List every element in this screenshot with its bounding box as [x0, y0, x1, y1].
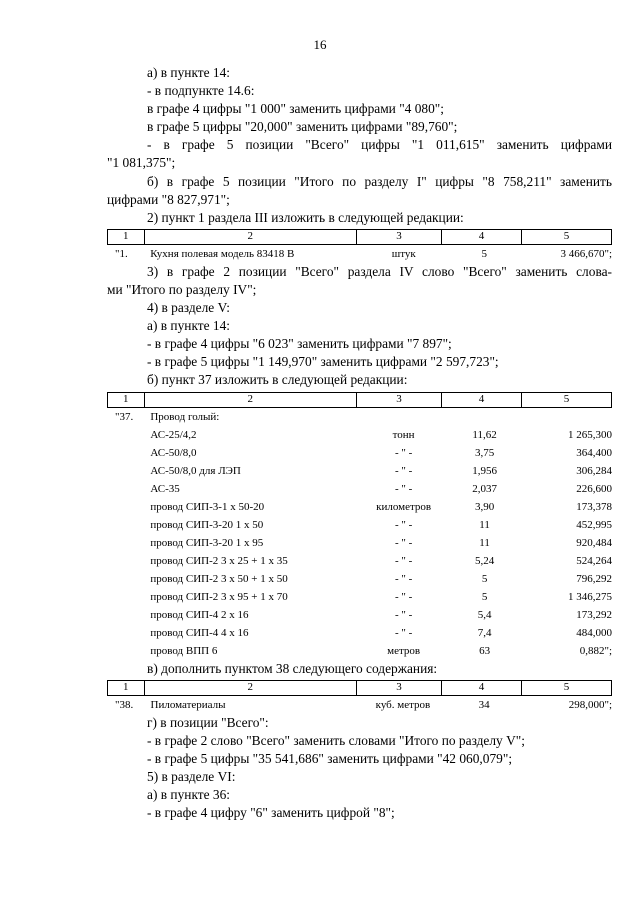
item-name: провод СИП-3-1 х 50-20	[150, 500, 265, 513]
page-number: 16	[313, 37, 327, 52]
table-row	[107, 552, 612, 570]
item-number	[107, 462, 150, 480]
table-row	[107, 570, 612, 588]
item-unit: - " -	[394, 572, 413, 585]
item-unit: - " -	[394, 590, 413, 603]
column-number: 5	[522, 680, 612, 695]
table-row	[107, 696, 612, 714]
item-quantity: 34	[478, 698, 490, 711]
item-unit: - " -	[394, 446, 413, 459]
item-sum: 298,000";	[568, 698, 612, 711]
item-sum: 0,882";	[579, 644, 612, 657]
column-number: 1	[108, 680, 145, 695]
table-row	[107, 606, 612, 624]
item-quantity: 11,62	[472, 428, 497, 441]
column-number: 1	[108, 229, 145, 244]
item-sum: 920,484	[576, 536, 612, 549]
table-body-3	[107, 696, 612, 714]
column-number: 1	[108, 392, 145, 407]
item-sum: 226,600	[576, 482, 612, 495]
item-quantity: 3,75	[474, 446, 495, 459]
item-unit: километров	[376, 500, 432, 513]
text-line: в графе 4 цифры "1 000" заменить цифрами "4 080";	[147, 101, 444, 117]
column-number: 5	[522, 392, 612, 407]
item-quantity: 5	[481, 572, 488, 585]
item-number	[107, 606, 150, 624]
item-unit: - " -	[394, 482, 413, 495]
item-sum: 3 466,670";	[560, 247, 612, 260]
table-row	[107, 534, 612, 552]
item-name: АС-25/4,2	[150, 428, 197, 441]
item-quantity: 2,037	[472, 482, 497, 495]
item-quantity: 3,90	[474, 500, 495, 513]
table-row	[107, 498, 612, 516]
column-number: 3	[356, 680, 441, 695]
item-number	[107, 516, 150, 534]
item-name: Пиломатериалы	[150, 698, 226, 711]
text-line: 2) пункт 1 раздела III изложить в следующей редакции:	[147, 209, 464, 225]
item-sum: 1 265,300	[568, 428, 612, 441]
column-number: 2	[144, 229, 356, 244]
item-sum: 524,264	[576, 554, 612, 567]
text-line: б) в графе 5 позиции "Итого по разделу I" цифры "8 758,211" заменить	[147, 173, 612, 189]
item-quantity: 5	[481, 247, 487, 260]
document-body	[107, 64, 612, 822]
item-unit: - " -	[394, 518, 413, 531]
item-quantity: 1,956	[472, 464, 497, 477]
table-header-3	[107, 680, 612, 696]
item-quantity: 63	[479, 644, 491, 657]
table-row	[107, 426, 612, 444]
item-name: АС-50/8,0 для ЛЭП	[150, 464, 241, 477]
text-line: - в графе 4 цифру "6" заменить цифрой "8";	[147, 805, 395, 821]
text-line: - в графе 5 позиции "Всего" цифры "1 011,615" заменить цифрами	[147, 137, 612, 153]
item-name: АС-35	[150, 482, 180, 495]
table-row	[107, 462, 612, 480]
column-number: 2	[144, 392, 356, 407]
text-line: "1 081,375";	[107, 155, 176, 171]
item-number: "37.	[115, 410, 134, 423]
item-number	[107, 570, 150, 588]
item-number: "1.	[115, 247, 128, 260]
item-name: провод СИП-4 4 х 16	[150, 626, 249, 639]
text-line: - в графе 5 цифры "1 149,970" заменить цифрами "2 597,723";	[147, 354, 499, 370]
item-unit: - " -	[394, 464, 413, 477]
item-sum: 452,995	[576, 518, 612, 531]
text-line: - в графе 2 слово "Всего" заменить словами "Итого по разделу V";	[147, 732, 525, 748]
text-line: - в подпункте 14.6:	[147, 83, 255, 99]
item-number	[107, 498, 150, 516]
text-line: ми "Итого по разделу IV";	[107, 281, 257, 297]
item-number	[107, 624, 150, 642]
item-quantity: 11	[479, 536, 490, 549]
item-name: провод ВПП 6	[150, 644, 218, 657]
column-number: 3	[356, 229, 441, 244]
item-number	[107, 552, 150, 570]
text-line: в) дополнить пунктом 38 следующего содержания:	[147, 660, 438, 676]
column-number: 4	[441, 680, 521, 695]
text-line: в графе 5 цифры "20,000" заменить цифрами "89,760";	[147, 119, 458, 135]
item-unit	[362, 408, 446, 426]
item-name: провод СИП-4 2 х 16	[150, 608, 249, 621]
item-unit: - " -	[394, 626, 413, 639]
item-quantity: 7,4	[477, 626, 492, 639]
item-number	[107, 642, 150, 660]
text-line: 3) в графе 2 позиции "Всего" раздела IV слово "Всего" заменить слова-	[147, 263, 612, 279]
column-number: 4	[441, 392, 521, 407]
item-number	[107, 588, 150, 606]
table-body-1	[107, 245, 612, 263]
text-line: 4) в разделе V:	[147, 300, 230, 316]
item-unit: тонн	[392, 428, 415, 441]
item-sum: 484,000	[576, 626, 612, 639]
table-row	[107, 245, 612, 263]
table-row	[107, 642, 612, 660]
column-number: 4	[441, 229, 521, 244]
item-name: АС-50/8,0	[150, 446, 197, 459]
item-unit: - " -	[394, 554, 413, 567]
item-number: "38.	[115, 698, 134, 711]
item-unit: метров	[387, 644, 421, 657]
column-number: 5	[522, 229, 612, 244]
text-line: г) в позиции "Всего":	[147, 714, 269, 730]
item-number	[107, 444, 150, 462]
item-quantity: 5,24	[474, 554, 495, 567]
text-line: - в графе 4 цифры "6 023" заменить цифрами "7 897";	[147, 336, 452, 352]
item-number	[107, 426, 150, 444]
table-header-1	[107, 229, 612, 245]
item-unit: штук	[391, 247, 416, 260]
item-sum: 173,378	[576, 500, 612, 513]
table-header-2	[107, 392, 612, 408]
item-name: Кухня полевая модель 83418 В	[150, 247, 295, 260]
table-row	[107, 516, 612, 534]
text-line: - в графе 5 цифры "35 541,686" заменить цифрами "42 060,079";	[147, 750, 513, 766]
text-line: б) пункт 37 изложить в следующей редакции:	[147, 372, 408, 388]
item-sum: 173,292	[576, 608, 612, 621]
item-quantity	[446, 408, 524, 426]
text-line: цифрами "8 827,971";	[107, 191, 230, 207]
item-name: Провод голый:	[150, 410, 220, 423]
item-sum: 306,284	[576, 464, 612, 477]
text-line: а) в пункте 36:	[147, 786, 231, 802]
item-unit: - " -	[394, 536, 413, 549]
item-sum: 364,400	[576, 446, 612, 459]
text-line: 5) в разделе VI:	[147, 768, 236, 784]
item-unit: - " -	[394, 608, 413, 621]
table-row	[107, 444, 612, 462]
item-name: провод СИП-2 3 х 25 + 1 х 35	[150, 554, 288, 567]
item-name: провод СИП-3-20 1 х 50	[150, 518, 264, 531]
text-line: а) в пункте 14:	[147, 318, 231, 334]
item-number	[107, 480, 150, 498]
item-sum: 1 346,275	[568, 590, 612, 603]
item-name: провод СИП-3-20 1 х 95	[150, 536, 264, 549]
item-name: провод СИП-2 3 х 95 + 1 х 70	[150, 590, 288, 603]
table-row	[107, 408, 612, 426]
table-row	[107, 480, 612, 498]
item-name: провод СИП-2 3 х 50 + 1 х 50	[150, 572, 288, 585]
column-number: 3	[356, 392, 441, 407]
column-number: 2	[144, 680, 356, 695]
table-row	[107, 624, 612, 642]
text-line: а) в пункте 14:	[147, 65, 231, 80]
item-quantity: 5,4	[477, 608, 492, 621]
item-quantity: 5	[481, 590, 488, 603]
item-number	[107, 534, 150, 552]
item-sum: 796,292	[576, 572, 612, 585]
item-sum	[524, 408, 612, 426]
item-unit: куб. метров	[375, 698, 431, 711]
table-body-2	[107, 408, 612, 660]
table-row	[107, 588, 612, 606]
item-quantity: 11	[479, 518, 490, 531]
